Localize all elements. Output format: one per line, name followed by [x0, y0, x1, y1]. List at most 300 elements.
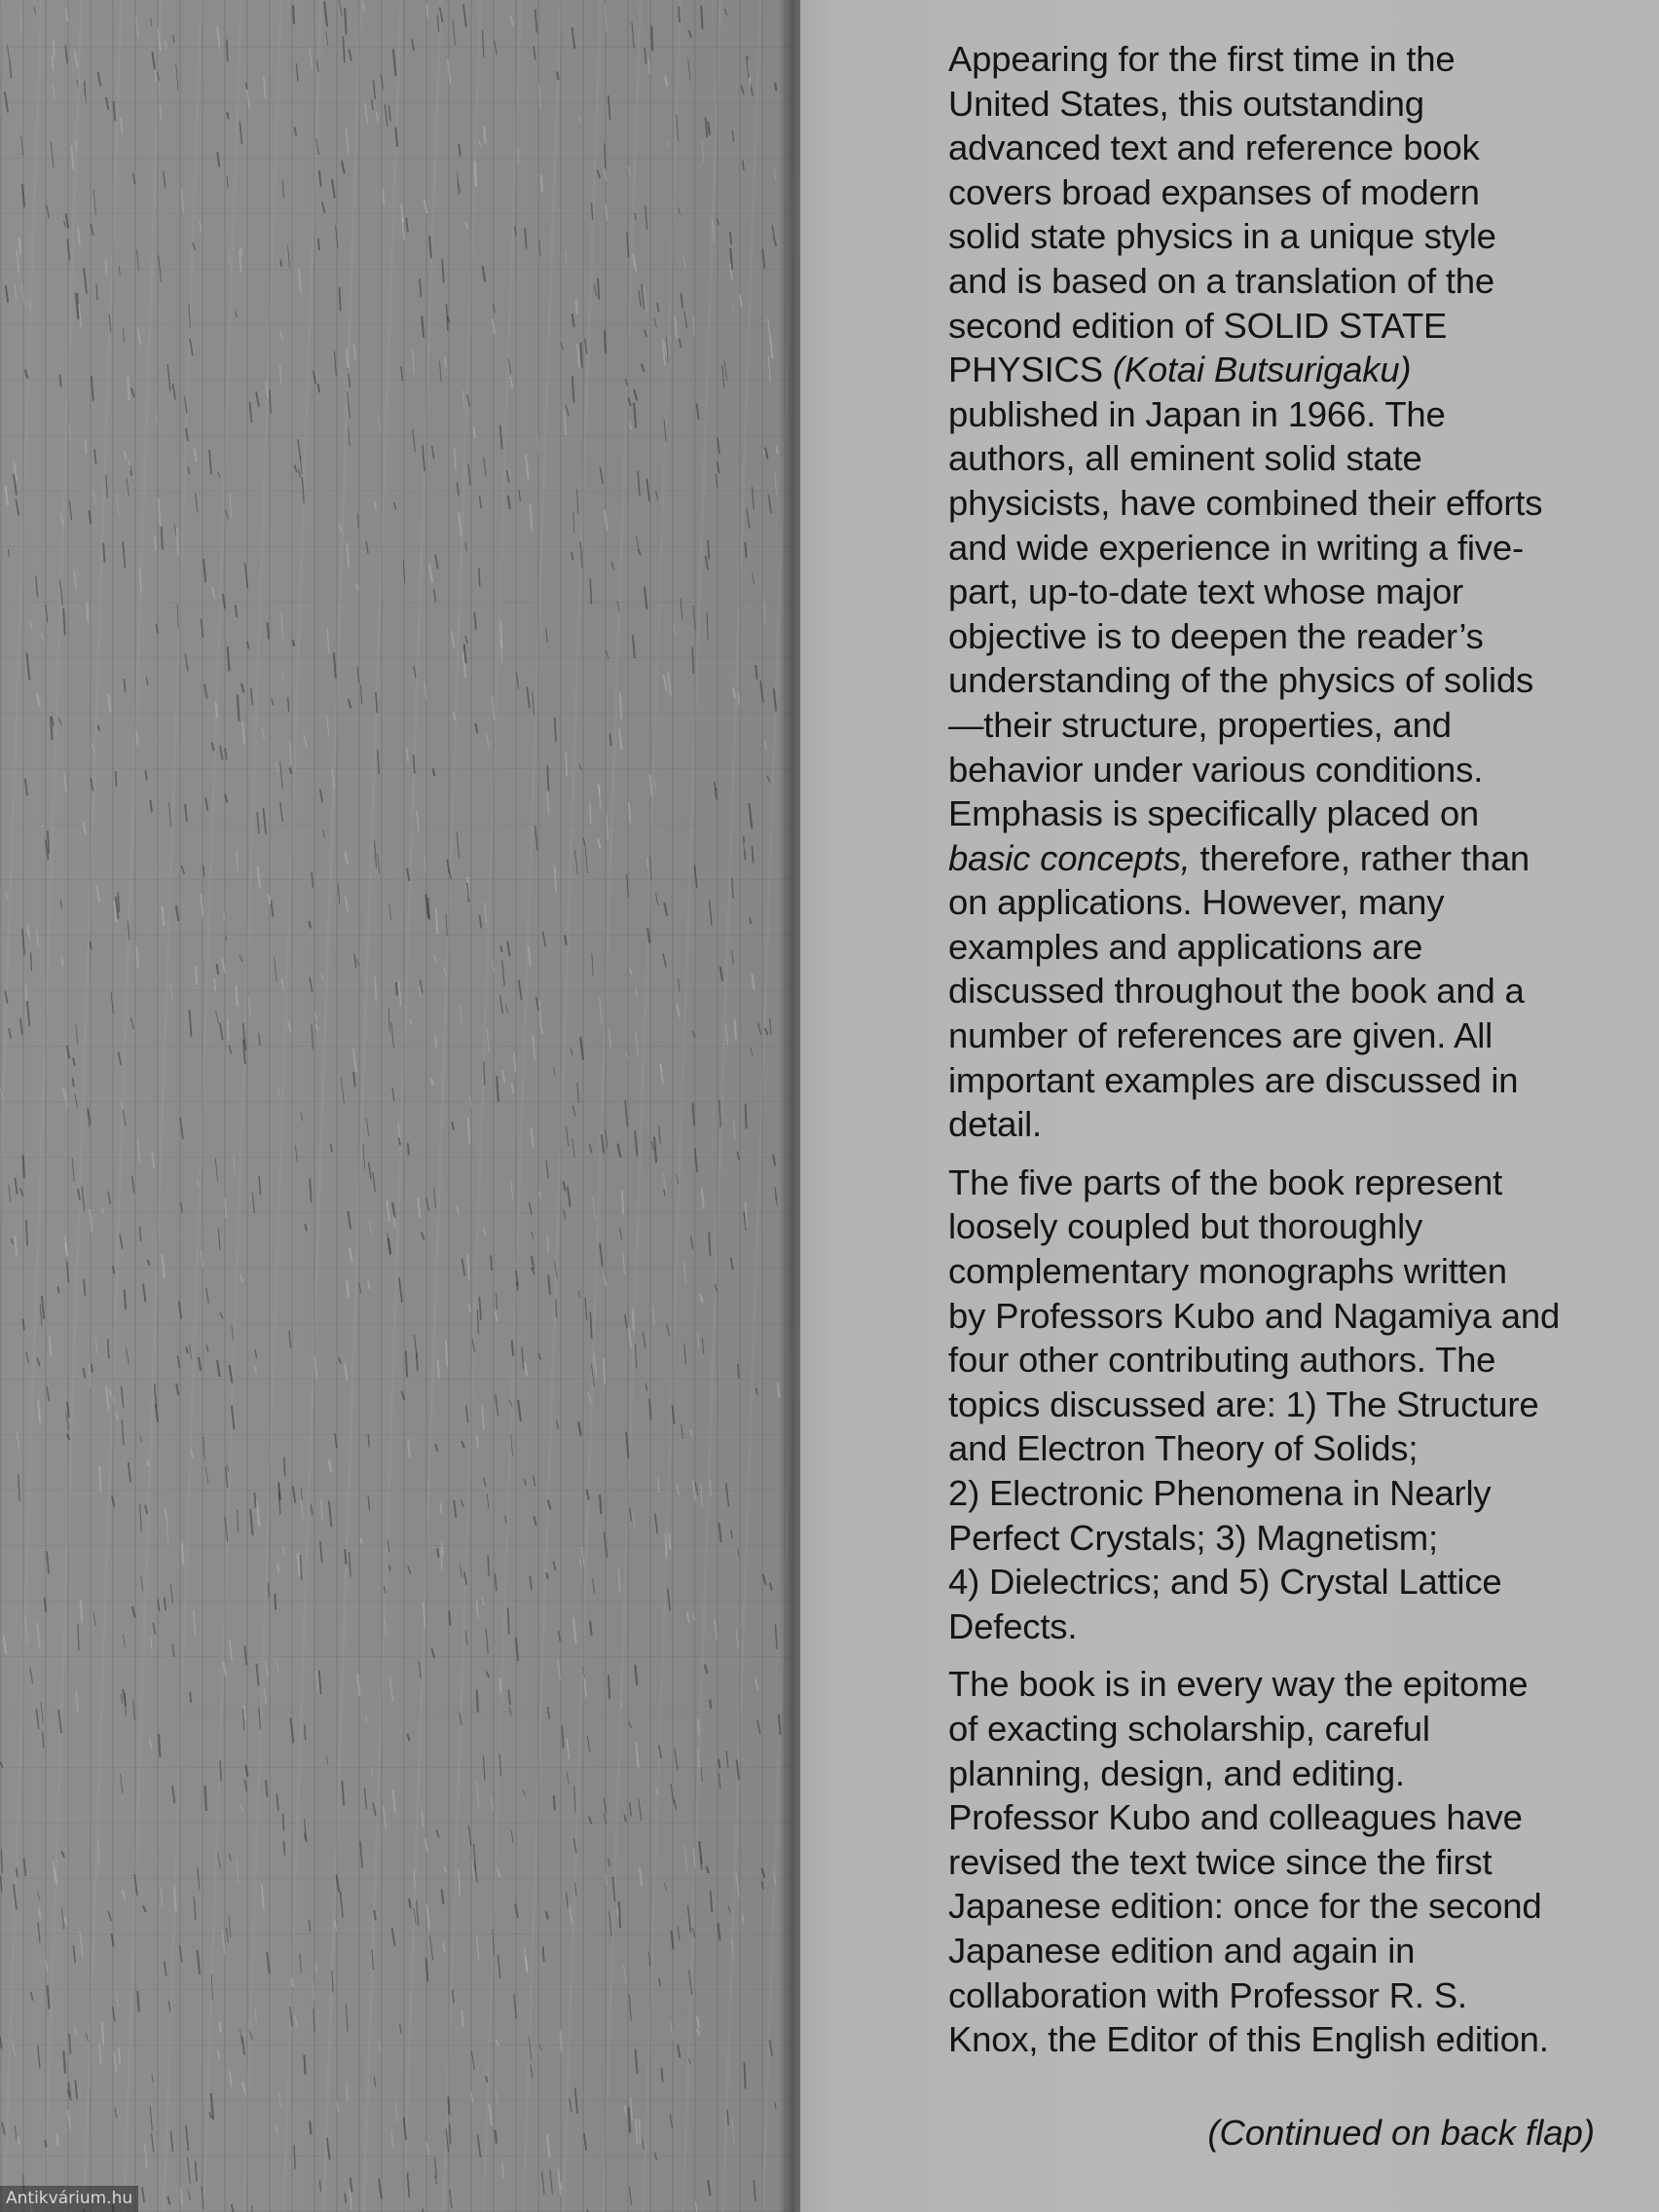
text-line — [948, 1795, 1610, 1840]
grain-streak — [376, 692, 377, 713]
grain-streak — [508, 1690, 510, 1706]
grain-streak — [627, 232, 629, 257]
grain-streak — [256, 391, 259, 407]
grain-streak — [27, 924, 28, 936]
grain-streak — [290, 2007, 293, 2026]
grain-streak — [770, 2040, 773, 2056]
grain-streak — [648, 1951, 650, 1966]
grain-streak — [635, 1665, 637, 1685]
grain-streak — [532, 1256, 534, 1270]
text-line — [948, 1929, 1610, 1973]
text-line — [948, 481, 1610, 526]
grain-streak — [15, 1178, 17, 1195]
grain-streak — [234, 1155, 235, 1174]
grain-streak — [446, 2129, 449, 2153]
text-run: complementary monographs written — [948, 1251, 1507, 1292]
grain-streak — [66, 9, 67, 21]
grain-streak — [606, 1129, 608, 1148]
grain-streak — [310, 1179, 312, 1202]
grain-streak — [119, 265, 120, 276]
grain-streak — [17, 1431, 18, 1449]
grain-streak — [332, 1971, 333, 1993]
grain-streak — [81, 1600, 83, 1623]
grain-streak — [389, 903, 391, 920]
grain-streak — [388, 105, 390, 121]
grain-streak — [762, 1868, 765, 1878]
grain-streak — [26, 1352, 29, 1364]
grain-streak — [546, 627, 548, 643]
grain-streak — [654, 318, 656, 328]
grain-streak — [642, 2137, 644, 2150]
grain-streak — [444, 967, 447, 977]
grain-streak — [22, 929, 24, 955]
grain-streak — [47, 205, 49, 218]
grain-streak — [222, 1930, 225, 1954]
grain-streak — [396, 982, 397, 996]
grain-streak — [289, 768, 291, 774]
grain-streak — [567, 1772, 569, 1784]
grain-streak — [91, 942, 92, 950]
grain-streak — [525, 1479, 526, 1486]
grain-streak — [176, 905, 179, 921]
grain-streak — [321, 974, 324, 981]
grain-streak — [629, 166, 631, 177]
grain-streak — [326, 1756, 328, 1765]
text-line — [948, 748, 1610, 793]
grain-streak — [487, 1672, 490, 1677]
grain-streak — [48, 1985, 50, 2009]
grain-streak — [434, 2157, 436, 2179]
grain-streak — [186, 1347, 188, 1354]
grain-streak — [718, 437, 719, 454]
grain-streak — [227, 112, 229, 119]
grain-streak — [435, 555, 438, 569]
grain-streak — [116, 771, 117, 787]
grain-streak — [345, 8, 347, 35]
grain-streak — [745, 542, 746, 558]
grain-streak — [526, 1958, 528, 1972]
grain-streak — [732, 951, 734, 965]
grain-streak — [629, 1327, 632, 1347]
grain-streak — [346, 852, 348, 865]
grain-streak — [708, 2180, 711, 2195]
grain-streak — [593, 1578, 595, 1593]
grain-streak — [655, 1788, 658, 1794]
grain-streak — [623, 1966, 626, 1983]
grain-streak — [476, 1600, 478, 1617]
grain-streak — [688, 1905, 691, 1933]
grain-streak — [573, 511, 574, 533]
grain-streak — [495, 1573, 497, 1591]
grain-streak — [45, 1960, 48, 1972]
grain-streak — [726, 1024, 728, 1045]
grain-streak — [39, 1908, 41, 1919]
grain-streak — [281, 612, 283, 638]
grain-streak — [677, 1484, 680, 1495]
grain-streak — [8, 45, 10, 59]
grain-streak — [484, 1229, 486, 1235]
grain-streak — [123, 1635, 125, 1647]
grain-streak — [732, 305, 734, 313]
grain-streak — [446, 1341, 447, 1367]
grain-streak — [266, 383, 268, 398]
grain-streak — [205, 1466, 208, 1483]
grain-streak — [547, 765, 548, 792]
grain-streak — [372, 99, 373, 110]
text-run: revised the text twice since the first — [948, 1841, 1493, 1882]
grain-streak — [554, 1067, 555, 1075]
grain-streak — [719, 1523, 721, 1542]
grain-streak — [381, 74, 383, 90]
grain-streak — [146, 770, 147, 780]
text-line — [948, 392, 1610, 437]
grain-streak — [667, 140, 669, 148]
grain-streak — [578, 1291, 579, 1298]
grain-streak — [582, 1547, 585, 1567]
grain-streak — [683, 256, 686, 269]
grain-streak — [645, 587, 646, 609]
grain-streak — [733, 688, 735, 699]
grain-streak — [31, 1992, 33, 2001]
grain-streak — [230, 1365, 233, 1383]
grain-streak — [459, 1869, 460, 1896]
text-run: 2) Electronic Phenomena in Nearly — [948, 1473, 1492, 1513]
grain-streak — [482, 1597, 485, 1606]
grain-streak — [651, 26, 652, 51]
grain-streak — [463, 4, 466, 27]
grain-streak — [86, 439, 87, 454]
grain-streak — [162, 905, 164, 926]
grain-streak — [505, 1516, 506, 1524]
text-line — [948, 1840, 1610, 1885]
grain-streak — [502, 961, 504, 986]
grain-streak — [165, 1598, 166, 1610]
grain-streak — [75, 2081, 77, 2099]
grain-streak — [452, 631, 455, 648]
grain-streak — [5, 92, 8, 112]
grain-streak — [585, 339, 587, 354]
grain-streak — [123, 1110, 126, 1126]
grain-streak — [37, 930, 39, 946]
grain-streak — [765, 741, 767, 751]
grain-streak — [735, 1019, 736, 1040]
grain-streak — [17, 249, 19, 274]
grain-streak — [498, 1955, 500, 1978]
grain-streak — [217, 964, 218, 975]
grain-streak — [392, 1928, 395, 1946]
grain-streak — [150, 800, 152, 813]
grain-streak — [436, 1830, 439, 1838]
grain-streak — [640, 2119, 641, 2143]
grain-streak — [479, 140, 482, 147]
grain-streak — [665, 76, 667, 87]
grain-streak — [90, 510, 92, 524]
grain-streak — [740, 294, 742, 307]
text-line — [948, 658, 1610, 703]
grain-streak — [332, 768, 335, 789]
grain-streak — [477, 1434, 478, 1449]
grain-streak — [84, 268, 87, 294]
grain-streak — [553, 1562, 555, 1570]
grain-streak — [94, 449, 95, 464]
grain-streak — [514, 1052, 516, 1073]
grain-streak — [533, 1035, 535, 1060]
grain-streak — [483, 30, 484, 57]
grain-streak — [255, 2008, 257, 2023]
grain-streak — [177, 1355, 179, 1368]
grain-streak — [176, 63, 178, 91]
grain-streak — [414, 666, 416, 678]
grain-streak — [227, 40, 228, 61]
grain-streak — [775, 2102, 776, 2109]
grain-streak — [426, 1958, 428, 1982]
grain-streak — [124, 679, 125, 692]
grain-streak — [604, 1798, 606, 1813]
grain-streak — [245, 1765, 247, 1777]
grain-streak — [440, 1503, 442, 1515]
grain-streak — [196, 966, 198, 985]
grain-streak — [152, 2075, 153, 2083]
grain-streak — [692, 1031, 694, 1038]
grain-streak — [366, 541, 368, 554]
grain-streak — [744, 2062, 745, 2088]
grain-streak — [429, 236, 431, 258]
grain-streak — [167, 364, 170, 391]
grain-streak — [467, 1254, 469, 1280]
grain-streak — [765, 448, 768, 460]
grain-streak — [519, 980, 522, 1000]
grain-streak — [471, 2092, 472, 2102]
grain-streak — [664, 420, 666, 441]
grain-streak — [111, 992, 113, 1014]
grain-streak — [10, 60, 12, 79]
grain-streak — [611, 562, 614, 570]
text-run: second edition of SOLID STATE — [948, 305, 1448, 346]
grain-streak — [440, 361, 442, 383]
grain-streak — [56, 2134, 58, 2146]
text-run: authors, all eminent solid state — [948, 438, 1422, 479]
grain-streak — [301, 1555, 302, 1579]
grain-streak — [461, 1441, 464, 1449]
grain-streak — [479, 1297, 481, 1320]
grain-streak — [67, 1046, 70, 1059]
grain-streak — [488, 1555, 489, 1576]
grain-streak — [598, 278, 599, 299]
watermark: Antikvárium.hu — [0, 2186, 138, 2212]
grain-streak — [338, 884, 340, 904]
grain-streak — [324, 2, 327, 27]
grain-streak — [621, 1702, 622, 1709]
text-line — [948, 1161, 1610, 1205]
grain-streak — [414, 1908, 416, 1923]
grain-streak — [731, 1530, 733, 1538]
grain-streak — [315, 1024, 318, 1030]
grain-streak — [657, 303, 659, 312]
grain-streak — [391, 1022, 394, 1049]
grain-streak — [604, 1359, 605, 1384]
grain-streak — [167, 2196, 169, 2205]
grain-streak — [140, 1436, 142, 1442]
grain-streak — [182, 1543, 184, 1566]
grain-streak — [123, 1890, 126, 1900]
grain-streak — [500, 945, 501, 952]
grain-streak — [572, 1105, 575, 1116]
grain-streak — [345, 1363, 347, 1381]
grain-streak — [697, 403, 699, 420]
grain-streak — [361, 684, 362, 704]
grain-streak — [334, 652, 336, 679]
grain-streak — [629, 398, 631, 407]
grain-streak — [447, 304, 448, 331]
grain-streak — [336, 225, 339, 249]
grain-streak — [329, 1501, 331, 1528]
grain-streak — [573, 1617, 576, 1643]
grain-streak — [125, 1693, 126, 1716]
grain-streak — [698, 1332, 699, 1346]
grain-streak — [124, 451, 126, 459]
grain-streak — [697, 1718, 699, 1734]
grain-streak — [38, 1922, 40, 1942]
grain-streak — [236, 605, 237, 617]
text-run: Japanese edition: once for the second — [948, 1886, 1542, 1927]
grain-streak — [727, 2110, 728, 2125]
grain-streak — [636, 2119, 638, 2144]
grain-streak — [419, 986, 421, 999]
grain-streak — [498, 1869, 500, 1878]
grain-streak — [663, 953, 666, 967]
grain-streak — [500, 995, 503, 1013]
grain-streak — [202, 2186, 203, 2210]
grain-streak — [160, 105, 162, 120]
grain-streak — [770, 1018, 771, 1035]
grain-streak — [379, 2043, 381, 2051]
grain-streak — [499, 1677, 500, 1692]
grain-streak — [98, 1839, 99, 1865]
grain-streak — [646, 479, 649, 501]
grain-streak — [426, 1198, 429, 1212]
text-line — [948, 703, 1610, 748]
grain-streak — [93, 1613, 95, 1626]
grain-streak — [364, 1788, 366, 1809]
text-line — [948, 925, 1610, 970]
grain-streak — [693, 606, 695, 630]
grain-streak — [474, 612, 476, 630]
grain-streak — [193, 242, 195, 250]
grain-streak — [559, 1631, 561, 1641]
grain-streak — [710, 1480, 711, 1496]
grain-streak — [294, 2145, 295, 2169]
grain-streak — [702, 1188, 704, 1209]
grain-streak — [594, 284, 596, 296]
text-line — [948, 792, 1610, 836]
grain-streak — [618, 1567, 620, 1593]
grain-streak — [192, 1450, 193, 1457]
grain-streak — [62, 957, 63, 967]
grain-streak — [414, 755, 415, 773]
grain-streak — [335, 1433, 337, 1448]
grain-streak — [666, 337, 668, 364]
grain-streak — [499, 1753, 500, 1776]
text-line — [948, 880, 1610, 925]
text-run: loosely coupled but thoroughly — [948, 1206, 1423, 1247]
grain-streak — [693, 1615, 695, 1621]
grain-streak — [203, 1437, 205, 1461]
grain-streak — [547, 1235, 548, 1253]
grain-streak — [708, 122, 710, 135]
grain-streak — [434, 955, 437, 963]
grain-streak — [179, 1301, 182, 1318]
text-line — [948, 1382, 1610, 1427]
grain-streak — [374, 80, 376, 98]
grain-streak — [491, 1797, 493, 1811]
grain-streak — [469, 1825, 471, 1846]
grain-streak — [265, 1661, 268, 1677]
grain-streak — [636, 1033, 639, 1056]
grain-streak — [728, 1905, 730, 1913]
grain-streak — [509, 1400, 512, 1407]
grain-streak — [605, 510, 608, 531]
grain-streak — [177, 605, 178, 630]
text-run: solid state physics in a unique style — [948, 216, 1496, 257]
grain-streak — [90, 1364, 91, 1385]
grain-streak — [97, 886, 100, 903]
grain-streak — [73, 1058, 75, 1067]
grain-streak — [341, 1891, 344, 1917]
grain-streak — [229, 250, 232, 271]
grain-streak — [347, 350, 350, 375]
grain-streak — [645, 1383, 646, 1391]
grain-streak — [715, 1619, 718, 1640]
grain-streak — [617, 602, 619, 612]
text-run: Japanese edition and again in — [948, 1930, 1416, 1971]
grain-streak — [151, 1637, 152, 1650]
grain-streak — [668, 1589, 671, 1611]
grain-streak — [555, 1261, 558, 1278]
grain-streak — [128, 377, 129, 400]
grain-streak — [23, 1156, 24, 1178]
grain-streak — [659, 1745, 661, 1758]
grain-streak — [295, 2015, 298, 2027]
text-run: United States, this outstanding — [948, 83, 1424, 124]
grain-streak — [629, 1995, 631, 2021]
grain-streak — [348, 1211, 350, 1230]
grain-streak — [106, 97, 108, 110]
grain-streak — [323, 830, 324, 838]
text-run: understanding of the physics of solids — [948, 660, 1534, 701]
grain-streak — [179, 1945, 182, 1962]
grain-streak — [772, 225, 774, 239]
grain-streak — [296, 63, 298, 82]
grain-streak — [484, 1062, 485, 1086]
grain-streak — [162, 1254, 165, 1277]
grain-streak — [417, 810, 420, 832]
grain-streak — [442, 1543, 444, 1557]
text-line — [948, 969, 1610, 1014]
grain-streak — [635, 213, 636, 220]
grain-streak — [647, 928, 649, 943]
grain-streak — [305, 1224, 307, 1231]
grain-streak — [147, 1459, 149, 1466]
grain-streak — [493, 319, 495, 335]
grain-streak — [368, 1281, 369, 1290]
grain-streak — [542, 2171, 544, 2194]
grain-streak — [280, 364, 281, 384]
grain-streak — [738, 1548, 739, 1558]
grain-streak — [335, 351, 337, 376]
grain-streak — [238, 1510, 239, 1532]
grain-streak — [348, 392, 350, 419]
grain-streak — [347, 1281, 349, 1298]
